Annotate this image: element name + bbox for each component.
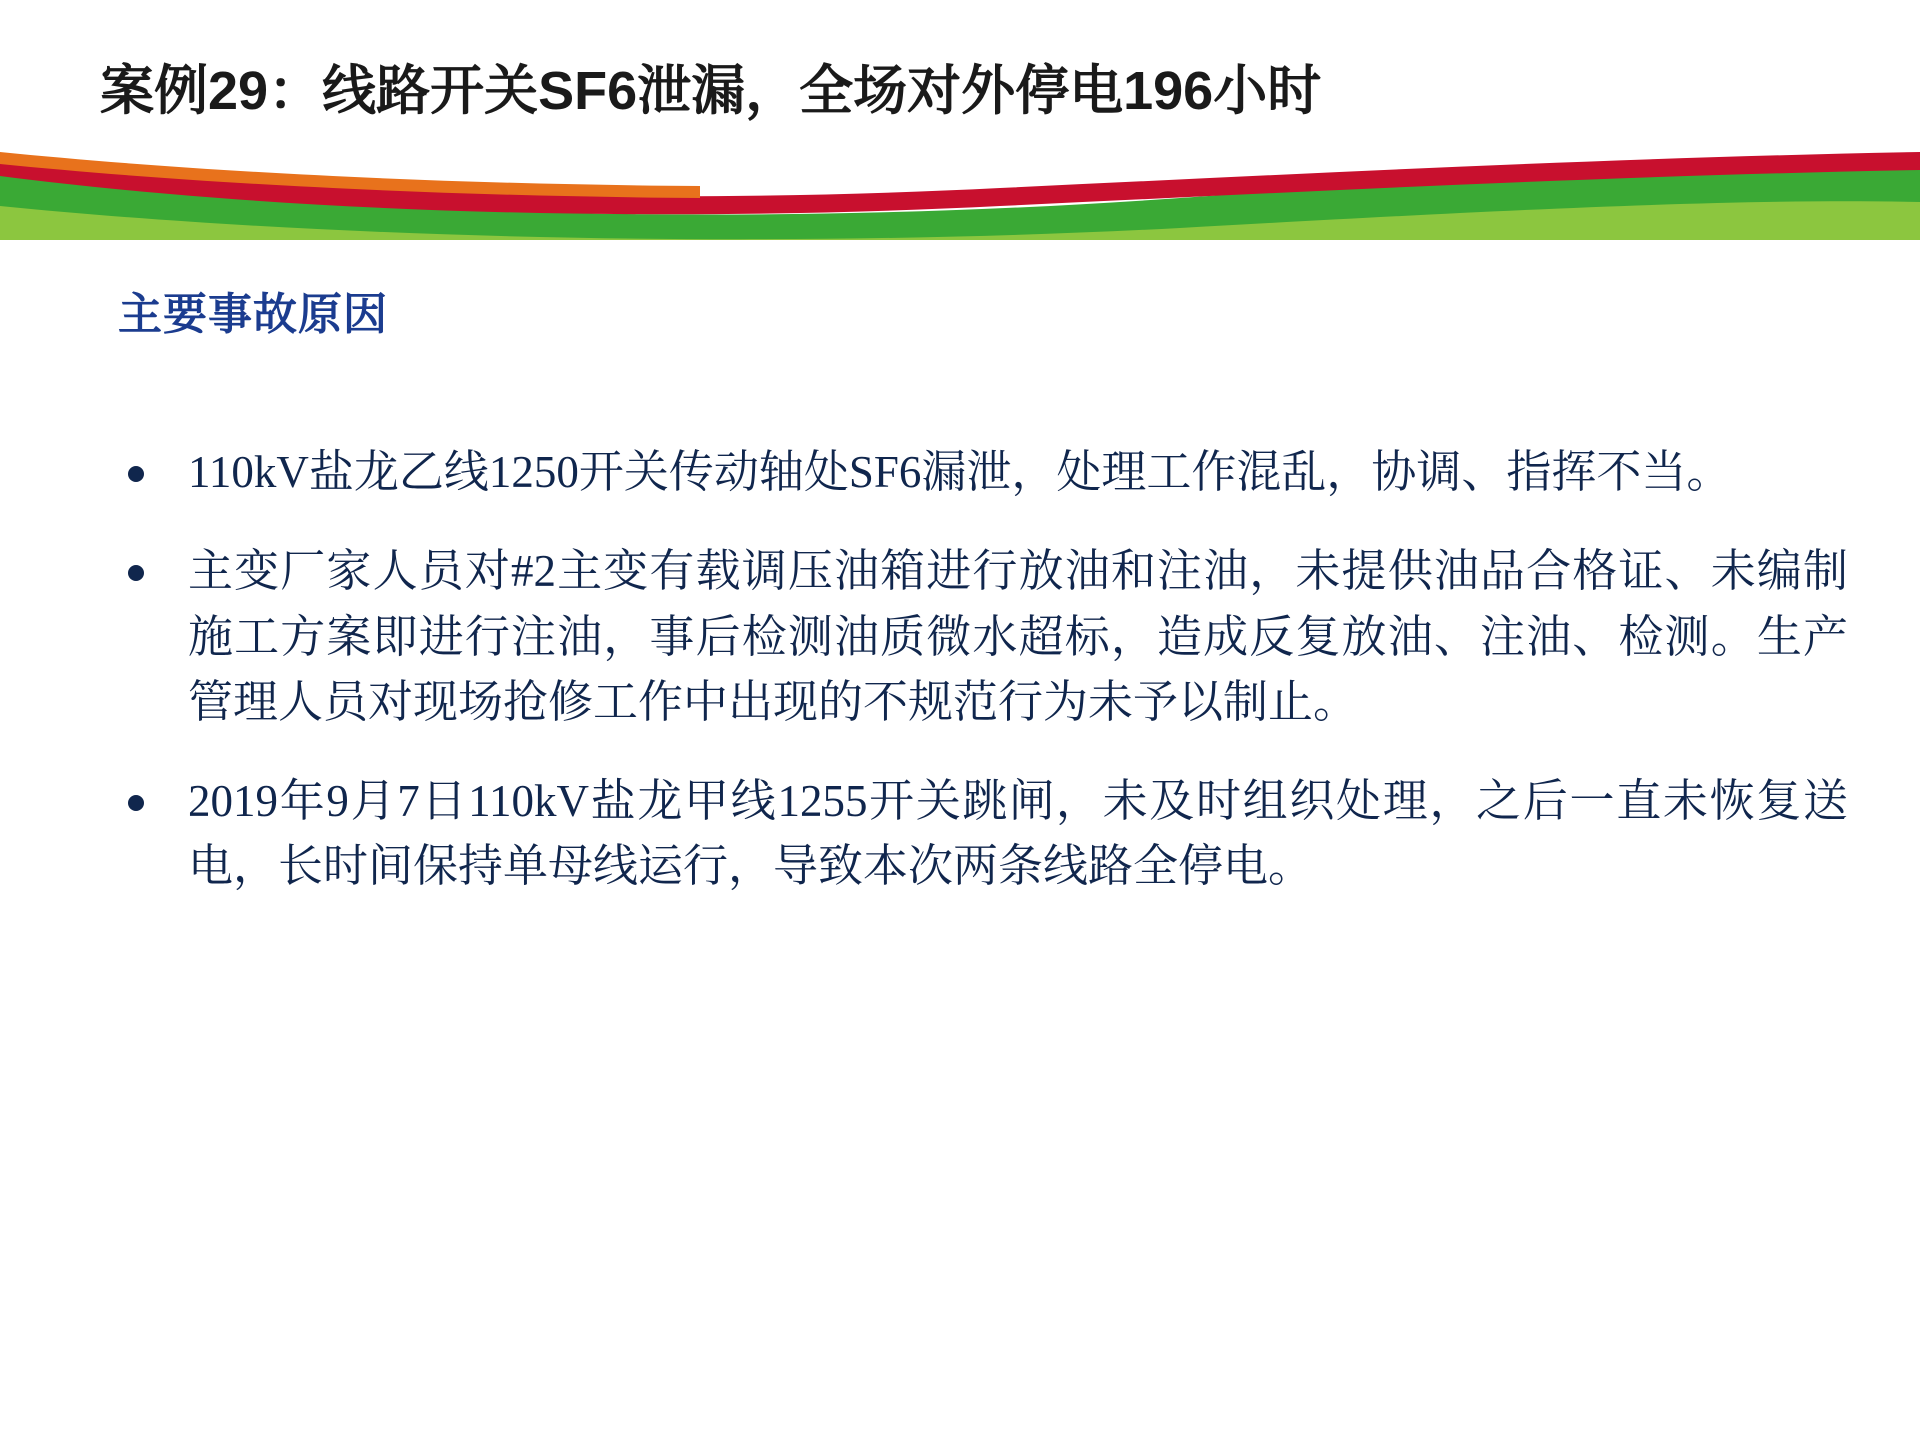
bullet-dot-icon xyxy=(118,539,188,587)
list-item-text: 110kV盐龙乙线1250开关传动轴处SF6漏泄，处理工作混乱，协调、指挥不当。 xyxy=(188,447,1732,497)
bullet-list xyxy=(118,440,1848,934)
bullet-dot-icon xyxy=(118,440,188,488)
section-heading: 主要事故原因 xyxy=(118,290,388,339)
list-item xyxy=(118,440,1848,505)
list-item xyxy=(118,539,1848,735)
list-item-text: 2019年9月7日110kV盐龙甲线1255开关跳闸，未及时组织处理，之后一直未恢复送电，长时间保持单母线运行，导致本次两条线路全停电。 xyxy=(188,776,1848,892)
decorative-swoosh-band xyxy=(0,150,1920,240)
page-title: 案例29：线路开关SF6泄漏，全场对外停电196小时 xyxy=(100,61,1322,121)
list-item xyxy=(118,769,1848,900)
list-item-text: 主变厂家人员对#2主变有载调压油箱进行放油和注油，未提供油品合格证、未编制施工方案即进行注油，事后检测油质微水超标，造成反复放油、注油、检测。生产管理人员对现场抢修工作中出现的不规范行为未予以制止。 xyxy=(188,546,1848,727)
bullet-dot-icon xyxy=(118,769,188,817)
